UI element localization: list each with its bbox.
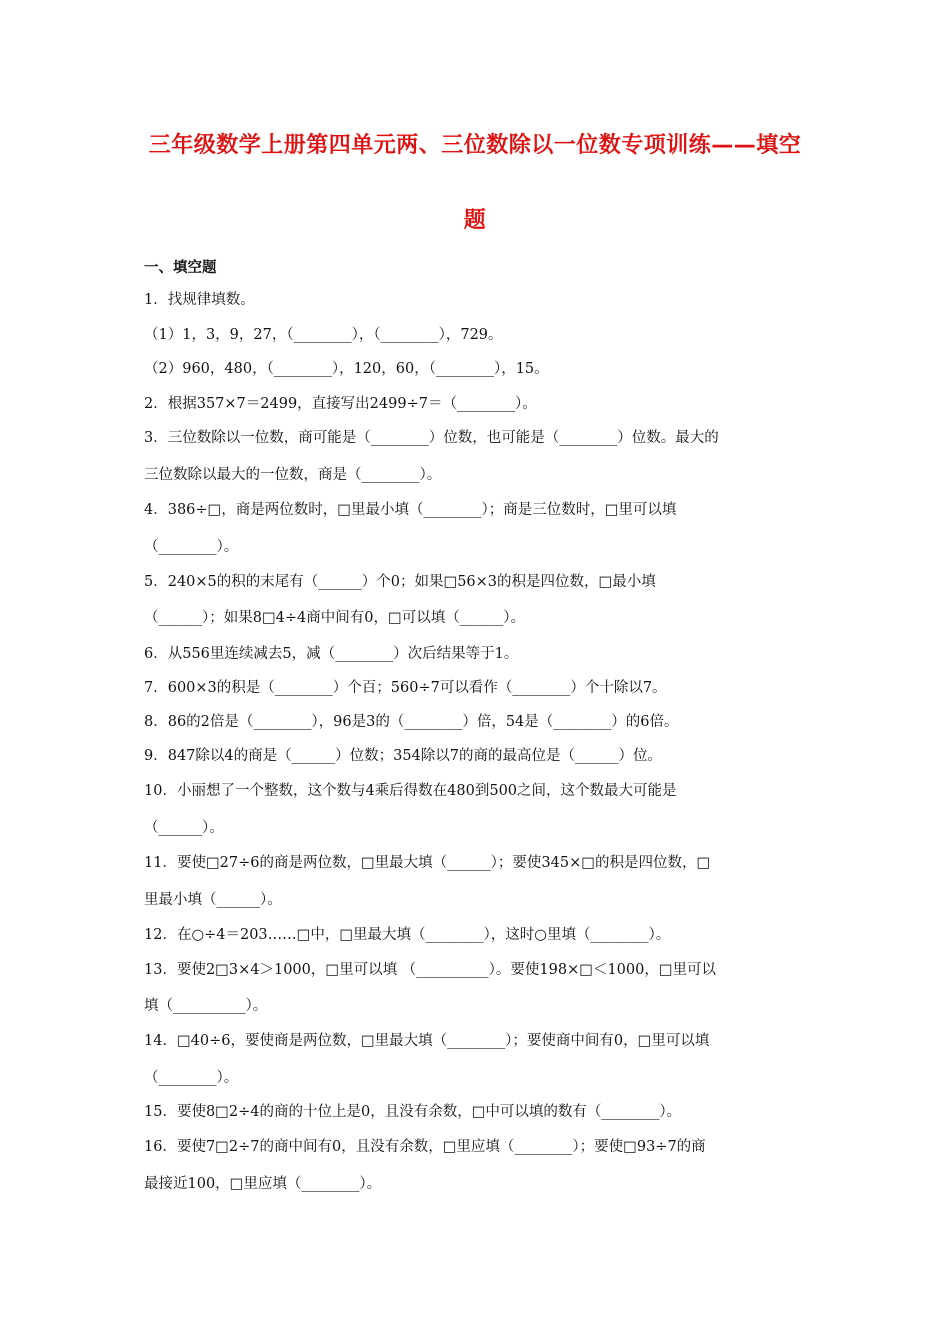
- question-line: 10．小丽想了一个整数，这个数与4乘后得数在480到500之间，这个数最大可能是: [144, 783, 677, 799]
- question-line: 11．要使□27÷6的商是两位数，□里最大填（______）；要使345×□的积是四位数，□: [144, 855, 711, 871]
- question-line: 填（__________）。: [144, 998, 268, 1014]
- question-line: （________）。: [144, 1070, 239, 1086]
- question-line: 里最小填（______）。: [144, 892, 282, 908]
- question-line: 最接近100，□里应填（________）。: [144, 1176, 382, 1192]
- document-title-line-2: 题: [463, 208, 487, 233]
- question-line: （______）。: [144, 820, 224, 836]
- question-line: 1．找规律填数。: [144, 292, 255, 308]
- question-line: 三位数除以最大的一位数，商是（________）。: [144, 467, 442, 483]
- question-line: （2）960，480，（________），120，60，（________），15。: [144, 361, 549, 377]
- question-line: 12．在○÷4＝203……□中，□里最大填（________），这时○里填（________）。: [144, 927, 671, 943]
- question-line: 9．847除以4的商是（______）位数；354除以7的商的最高位是（______）位。: [144, 748, 663, 764]
- document-title-line-1: 三年级数学上册第四单元两、三位数除以一位数专项训练——填空: [148, 133, 802, 158]
- question-line: 13．要使2□3×4＞1000，□里可以填 （__________）。要使198×□＜1000，□里可以: [144, 962, 717, 978]
- question-line: 5．240×5的积的末尾有（______）个0；如果□56×3的积是四位数，□最小填: [144, 574, 656, 590]
- question-line: （________）。: [144, 539, 239, 555]
- question-line: 14．□40÷6，要使商是两位数，□里最大填（________）；要使商中间有0，□里可以填: [144, 1033, 710, 1049]
- question-line: 4．386÷□，商是两位数时，□里最小填（________）；商是三位数时，□里可以填: [144, 502, 677, 518]
- question-line: 15．要使8□2÷4的商的十位上是0，且没有余数，□中可以填的数有（________）。: [144, 1104, 682, 1120]
- question-line: （1）1，3，9，27，（________），（________），729。: [144, 327, 503, 343]
- question-line: 6．从556里连续减去5，减（________）次后结果等于1。: [144, 646, 519, 662]
- question-line: 2．根据357×7＝2499，直接写出2499÷7＝（________）。: [144, 396, 537, 412]
- question-line: 3．三位数除以一位数，商可能是（________）位数，也可能是（________）位数。最大的: [144, 430, 719, 446]
- question-line: （______）；如果8□4÷4商中间有0，□可以填（______）。: [144, 610, 525, 626]
- question-line: 7．600×3的积是（________）个百；560÷7可以看作（________）个十除以7。: [144, 680, 667, 696]
- question-line: 16．要使7□2÷7的商中间有0，且没有余数，□里应填（________）；要使□93÷7的商: [144, 1139, 706, 1155]
- question-line: 8．86的2倍是（________），96是3的（________）倍，54是（________）的6倍。: [144, 714, 679, 730]
- section-heading: 一、填空题: [144, 260, 217, 276]
